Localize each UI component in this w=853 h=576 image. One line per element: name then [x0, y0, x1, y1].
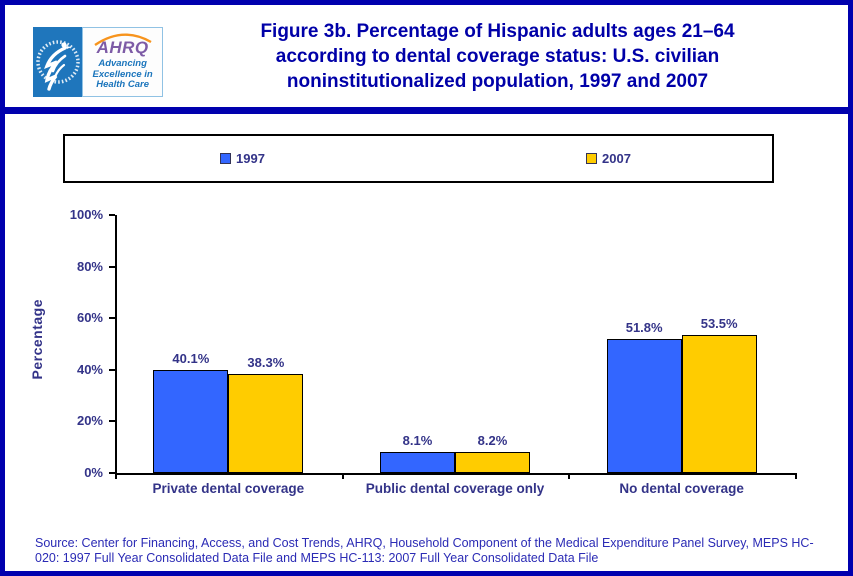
bar-group-no-dental-coverage — [568, 215, 795, 496]
source-note-line2: 020: 1997 Full Year Consolidated Data File and MEPS HC-113: 2007 Full Year Consolidated Data File — [35, 551, 599, 565]
bar-value-label-1997-private-dental-coverage: 40.1% — [172, 350, 210, 366]
bar-pair — [380, 215, 530, 473]
bar-2007-no-dental-coverage — [682, 335, 757, 473]
x-tick-mark — [342, 473, 344, 479]
bar-2007-public-dental-coverage-only — [455, 452, 530, 473]
agency-logo — [33, 27, 163, 97]
legend-marker-2007-icon — [586, 153, 597, 164]
y-tick-label-40%: 40% — [76, 361, 103, 377]
bar-value-label-2007-no-dental-coverage: 53.5% — [700, 315, 738, 331]
category-label-public-dental-coverage-only: Public dental coverage only — [365, 481, 545, 496]
category-label-no-dental-coverage: No dental coverage — [619, 481, 744, 496]
ahrq-tagline-line3: Health Care — [96, 79, 150, 91]
source-note-line1: Source: Center for Financing, Access, and Cost Trends, AHRQ, Household Component of the Medical Expenditure Panel Survey, MEPS HC- — [35, 536, 814, 550]
source-note — [35, 536, 828, 566]
y-tick-label-20%: 20% — [76, 413, 103, 429]
figure-title — [155, 19, 840, 94]
plot-area — [115, 215, 795, 496]
ahrq-tagline-line2: Excellence in — [92, 68, 153, 80]
x-tick-mark — [115, 473, 117, 479]
bar-pair — [607, 215, 757, 473]
bar-group-private-dental-coverage — [115, 215, 342, 496]
bar-value-label-1997-no-dental-coverage: 51.8% — [625, 320, 663, 336]
y-tick-label-0%: 0% — [84, 465, 103, 480]
ahrq-arc-icon — [93, 32, 153, 46]
bar-value-label-2007-private-dental-coverage: 38.3% — [247, 355, 285, 371]
hhs-eagle-icon — [35, 30, 81, 94]
y-tick-label-80%: 80% — [76, 258, 103, 274]
y-tick-label-60%: 60% — [76, 310, 103, 326]
legend-label-1997: 1997 — [236, 151, 265, 166]
bar-group-public-dental-coverage-only — [342, 215, 569, 496]
ahrq-tagline-line1: Advancing — [98, 58, 147, 70]
x-tick-mark — [795, 473, 797, 479]
bar-1997-public-dental-coverage-only — [380, 452, 455, 473]
bar-value-label-2007-public-dental-coverage-only: 8.2% — [477, 432, 508, 448]
category-label-private-dental-coverage: Private dental coverage — [152, 481, 305, 496]
bar-pair — [153, 215, 303, 473]
chart-legend — [63, 134, 774, 183]
hhs-seal — [33, 27, 82, 97]
ahrq-acronym: AHRQ — [96, 38, 149, 58]
x-tick-mark — [568, 473, 570, 479]
figure-title-line3: noninstitutionalized population, 1997 and 2007 — [286, 71, 709, 92]
legend-item-1997 — [220, 151, 265, 166]
bar-1997-no-dental-coverage — [607, 339, 682, 473]
x-axis-line — [115, 473, 797, 475]
legend-label-2007: 2007 — [602, 151, 631, 166]
ahrq-logo — [82, 27, 163, 97]
figure-title-line2: according to dental coverage status: U.S. civilian — [275, 46, 720, 67]
bar-1997-private-dental-coverage — [153, 370, 228, 473]
legend-item-2007 — [586, 151, 631, 166]
bar-2007-private-dental-coverage — [228, 374, 303, 473]
bar-value-label-1997-public-dental-coverage-only: 8.1% — [402, 433, 433, 449]
ahrq-tagline — [93, 59, 153, 91]
y-axis-title: Percentage — [29, 299, 45, 380]
figure-title-line1: Figure 3b. Percentage of Hispanic adults ages 21–64 — [260, 21, 735, 42]
y-tick-label-100%: 100% — [69, 207, 103, 222]
header-divider-bar — [5, 107, 848, 114]
legend-marker-1997-icon — [220, 153, 231, 164]
